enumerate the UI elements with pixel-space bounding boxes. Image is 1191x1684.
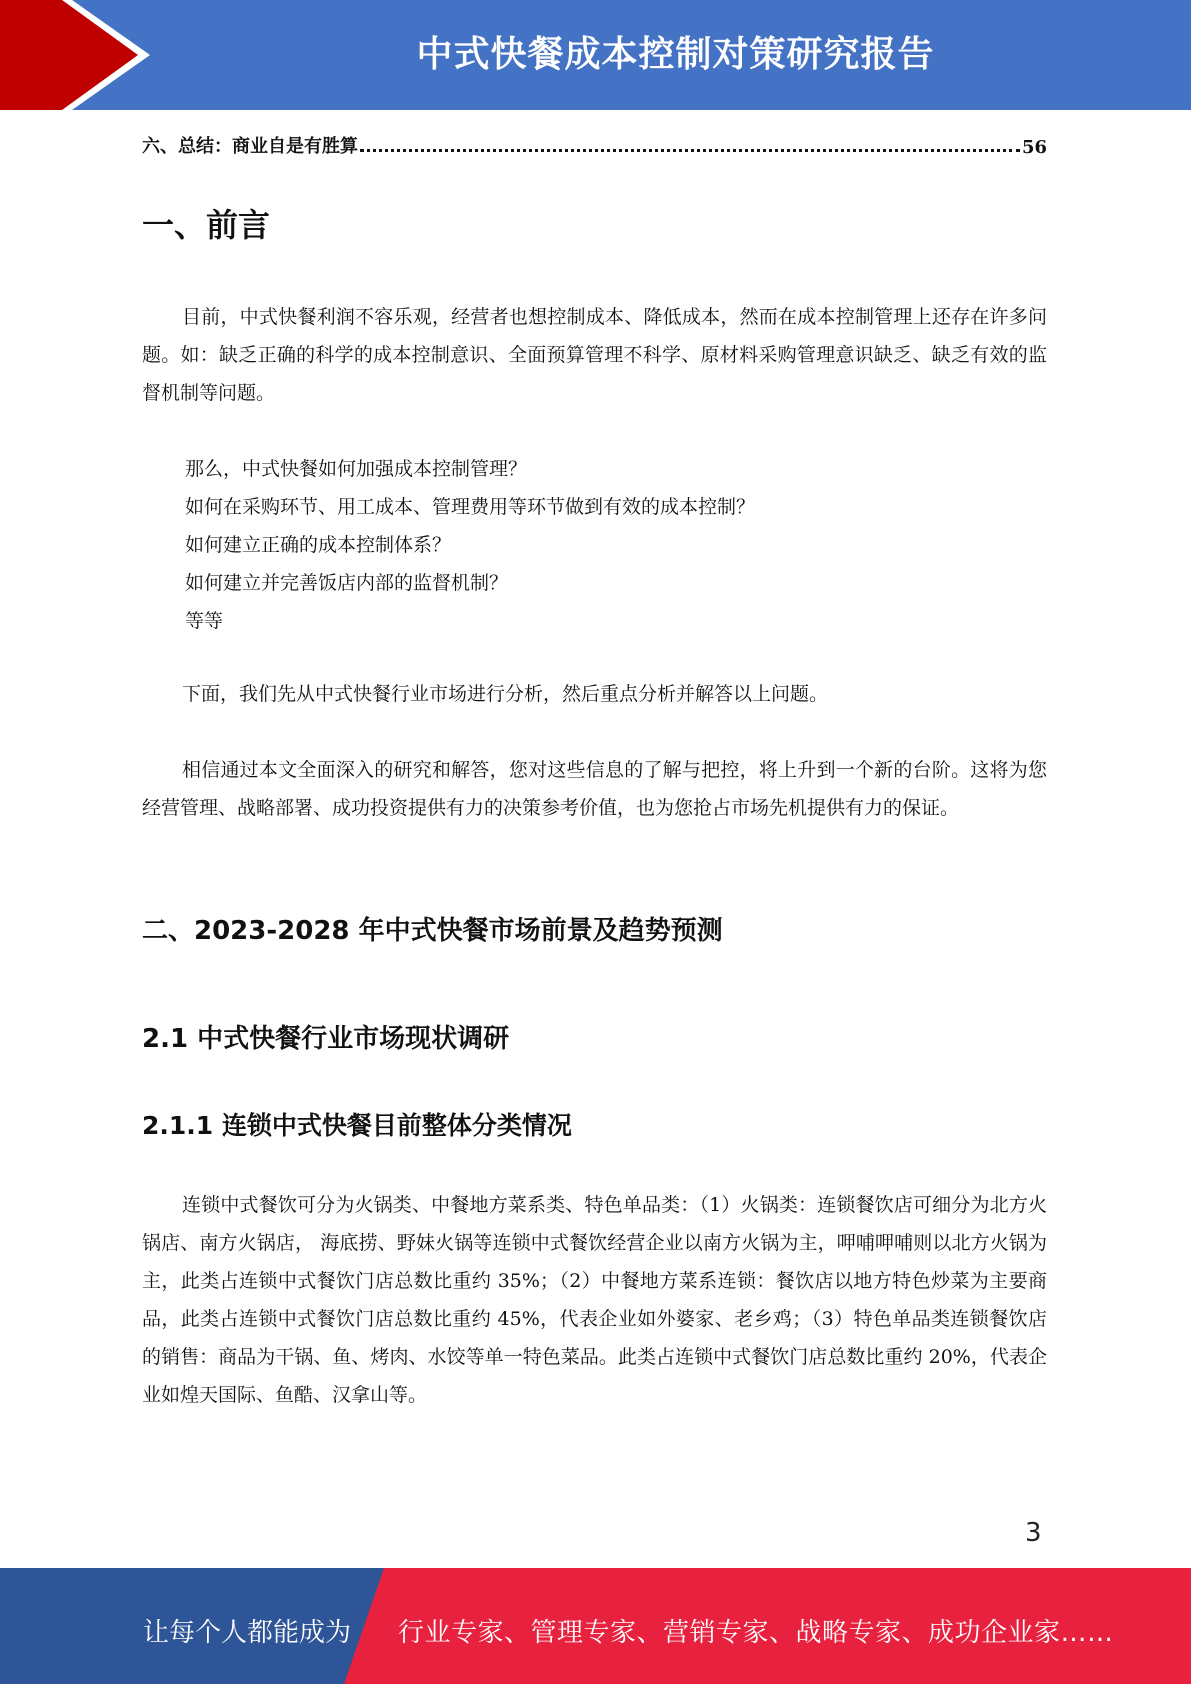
section-heading-forecast: 二、2023-2028 年中式快餐市场前景及趋势预测	[142, 916, 723, 946]
header-banner	[0, 0, 1191, 110]
footer-slogan-right: 行业专家、管理专家、营销专家、战略专家、成功企业家……	[398, 1618, 1114, 1648]
page-content	[142, 128, 1047, 1406]
question-item: 那么，中式快餐如何加强成本控制管理？	[185, 458, 528, 480]
subsection-heading-2-1-1: 2.1.1 连锁中式快餐目前整体分类情况	[142, 1111, 572, 1140]
question-item: 如何建立正确的成本控制体系？	[185, 534, 452, 556]
page-number: 3	[1025, 1518, 1042, 1548]
footer-slogan-left: 让每个人都能成为	[143, 1618, 352, 1648]
footer-banner	[0, 1568, 1191, 1684]
preface-paragraph-1: 目前，中式快餐利润不容乐观，经营者也想控制成本、降低成本，然而在成本控制管理上还存在许多问题。如：缺乏正确的科学的成本控制意识、全面预算管理不科学、原材料采购管理意识缺乏、缺乏有效的监督机制等问题。	[142, 306, 1047, 404]
toc-entry[interactable]	[142, 128, 1047, 158]
toc-entry-page: 56	[1021, 137, 1047, 158]
subsection-heading-2-1: 2.1 中式快餐行业市场现状调研	[142, 1024, 510, 1054]
preface-paragraph-2: 下面，我们先从中式快餐行业市场进行分析，然后重点分析并解答以上问题。	[182, 683, 829, 705]
section-heading-preface: 一、前言	[142, 206, 271, 244]
preface-paragraph-3: 相信通过本文全面深入的研究和解答，您对这些信息的了解与把控，将上升到一个新的台阶。这将为您经营管理、战略部署、成功投资提供有力的决策参考价值，也为您抢占市场先机提供有力的保证。	[142, 759, 1047, 819]
question-item: 如何在采购环节、用工成本、管理费用等环节做到有效的成本控制？	[185, 496, 756, 518]
question-item: 如何建立并完善饭店内部的监督机制？	[185, 572, 509, 594]
question-item: 等等	[185, 610, 224, 632]
question-list	[185, 450, 755, 640]
report-title: 中式快餐成本控制对策研究报告	[416, 34, 935, 75]
toc-entry-label: 六、总结：商业自是有胜算	[142, 136, 358, 157]
classification-paragraph: 连锁中式餐饮可分为火锅类、中餐地方菜系类、特色单品类：（1）火锅类：连锁餐饮店可细分为北方火锅店、南方火锅店， 海底捞、野妹火锅等连锁中式餐饮经营企业以南方火锅为主，呷哺呷哺则以北方火锅为主，此类占连锁中式餐饮门店总数比重约 35%；（2）中餐地方菜系连锁：餐饮店以地方特色炒菜为主要商品，此类占连锁中式餐饮门店总数比重约 45%，代表企业如外婆家、老乡鸡；（3）特色单品类连锁餐饮店的销售：商品为干锅、鱼、烤肉、水饺等单一特色菜品。此类占连锁中式餐饮门店总数比重约 20%，代表企业如煌天国际、鱼酷、汉拿山等。	[142, 1194, 1047, 1406]
toc-leader-dots	[360, 149, 1020, 152]
